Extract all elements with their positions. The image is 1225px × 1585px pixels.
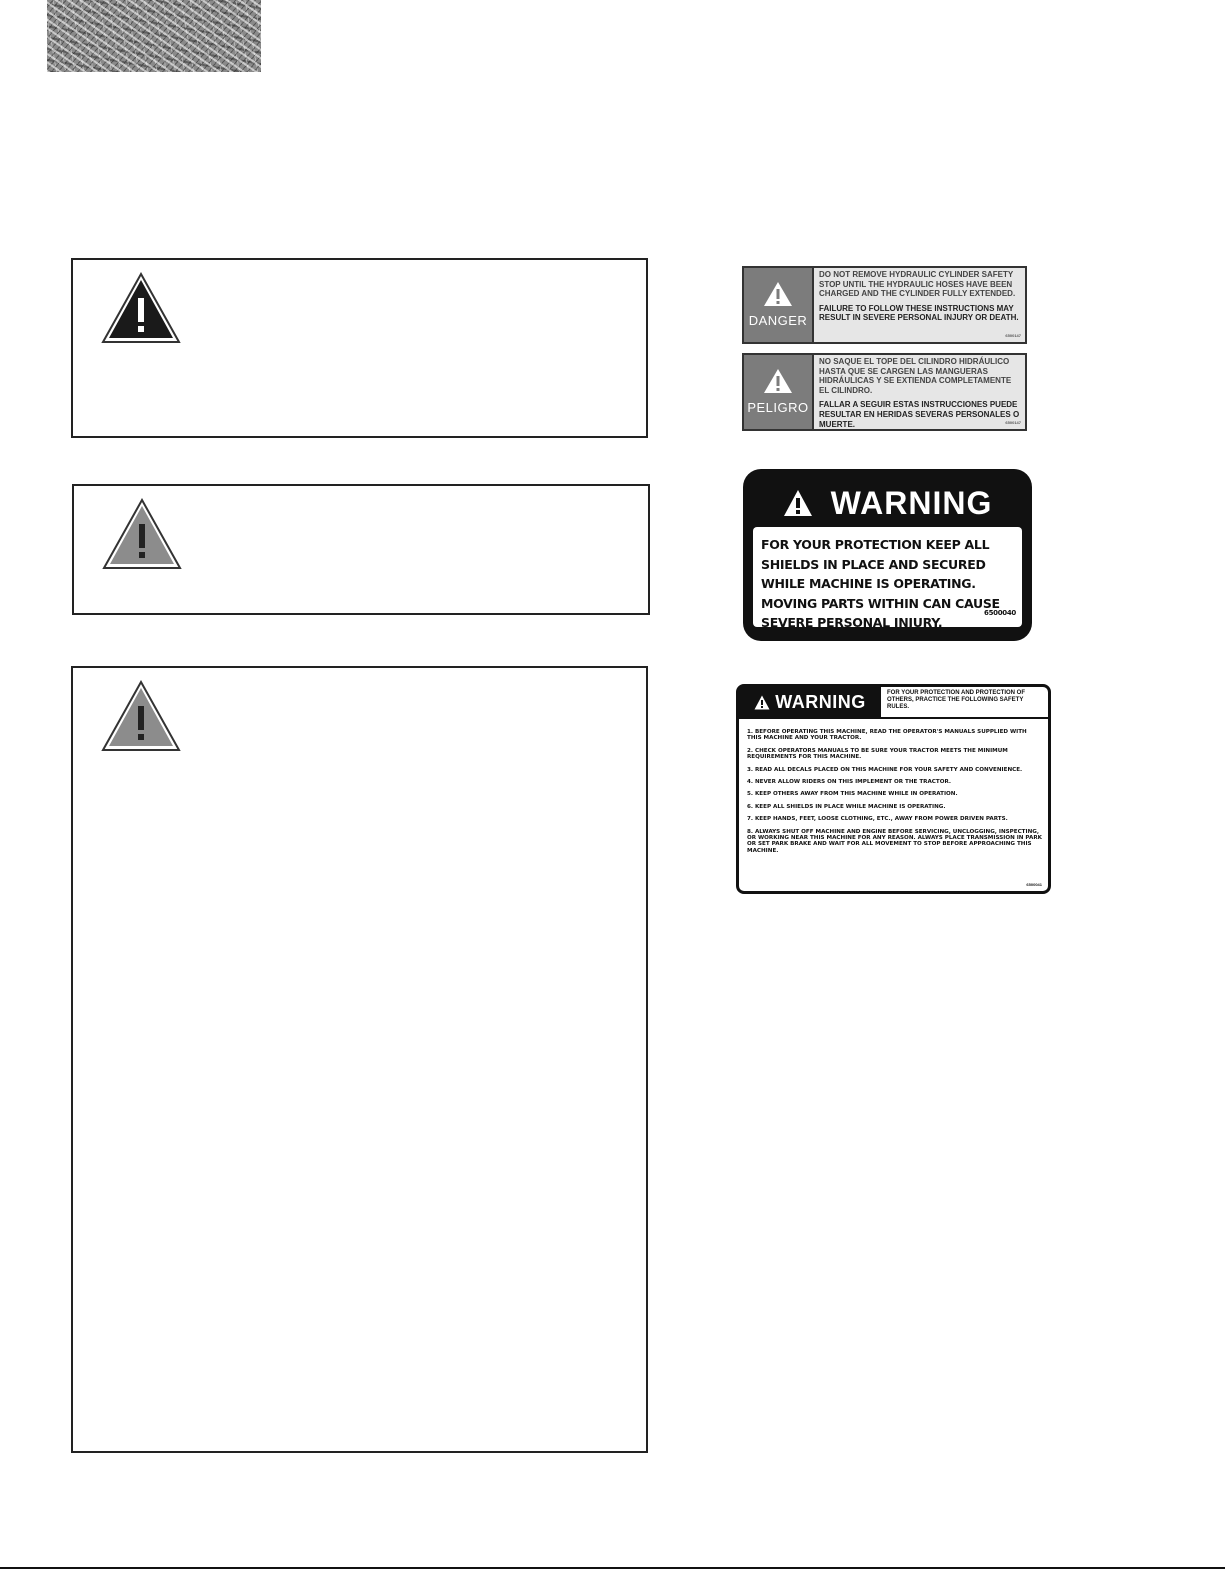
danger-decal-side bbox=[744, 268, 814, 342]
decal-part-number: 6500041 bbox=[1026, 882, 1042, 887]
peligro-decal-body bbox=[814, 355, 1025, 429]
warning-rules-title: WARNING bbox=[775, 691, 866, 712]
safety-rule: 3. READ ALL DECALS PLACED ON THIS MACHINE FOR YOUR SAFETY AND CONVENIENCE. bbox=[747, 766, 1023, 773]
warning-decal-safety-rules bbox=[736, 684, 1051, 894]
peligro-decal-side bbox=[744, 355, 814, 429]
caution-triangle-icon bbox=[102, 498, 182, 570]
safety-rule: 8. ALWAYS SHUT OFF MACHINE AND ENGINE BEFORE SERVICING, UNCLOGGING, INSPECTING, OR WORKING NEAR THIS MACHINE FOR ANY REASON. ALWAYS PLACE TRANSMISSION IN PARK OR SET PARK BRAKE AND WAIT FOR ALL MOVEMENT TO STOP BEFORE APPROACHING THIS MACHINE. bbox=[747, 828, 1042, 854]
danger-decal-body bbox=[814, 268, 1025, 342]
peligro-word: PELIGRO bbox=[747, 400, 809, 415]
warning-shields-text: FOR YOUR PROTECTION KEEP ALL SHIELDS IN PLACE AND SECURED WHILE MACHINE IS OPERATING. MOVING PARTS WITHIN CAN CAUSE SEVERE PERSONAL INJURY. bbox=[761, 537, 1000, 630]
warning-decal-shields bbox=[743, 469, 1032, 641]
safety-rule: 2. CHECK OPERATORS MANUALS TO BE SURE YOUR TRACTOR MEETS THE MINIMUM REQUIREMENTS FOR THIS MACHINE. bbox=[747, 747, 1008, 761]
alert-triangle-icon bbox=[763, 281, 793, 307]
safety-notice-box-1 bbox=[71, 258, 648, 438]
peligro-instruction: NO SAQUE EL TOPE DEL CILINDRO HIDRÁULICO HASTA QUE SE CARGEN LAS MANGUERAS HIDRÁULICAS Y SE EXTIENDA COMPLETAMENTE EL CILINDRO. bbox=[819, 357, 1012, 395]
safety-rule: 7. KEEP HANDS, FEET, LOOSE CLOTHING, ETC., AWAY FROM POWER DRIVEN PARTS. bbox=[747, 816, 1008, 823]
safety-rule: 4. NEVER ALLOW RIDERS ON THIS IMPLEMENT OR THE TRACTOR. bbox=[747, 779, 951, 786]
decal-part-number: 6500040 bbox=[984, 608, 1016, 617]
safety-notice-box-2 bbox=[72, 484, 650, 615]
safety-rule: 1. BEFORE OPERATING THIS MACHINE, READ THE OPERATOR'S MANUALS SUPPLIED WITH THIS MACHINE AND YOUR TRACTOR. bbox=[747, 729, 1027, 742]
danger-consequence: FAILURE TO FOLLOW THESE INSTRUCTIONS MAY RESULT IN SEVERE PERSONAL INJURY OR DEATH. bbox=[819, 303, 1019, 323]
danger-decal-english bbox=[742, 266, 1027, 344]
decal-part-number: 6500147 bbox=[1005, 420, 1021, 426]
header-hay-image bbox=[47, 0, 261, 72]
danger-instruction: DO NOT REMOVE HYDRAULIC CYLINDER SAFETY STOP UNTIL THE HYDRAULIC HOSES HAVE BEEN CHARGED AND THE CYLINDER FULLY EXTENDED. bbox=[819, 270, 1016, 299]
safety-rule: 6. KEEP ALL SHIELDS IN PLACE WHILE MACHINE IS OPERATING. bbox=[747, 803, 946, 810]
safety-notice-box-3 bbox=[71, 666, 648, 1453]
danger-word: DANGER bbox=[748, 313, 808, 328]
warning-rules-header bbox=[739, 687, 1048, 719]
safety-rule: 5. KEEP OTHERS AWAY FROM THIS MACHINE WHILE IN OPERATION. bbox=[747, 791, 958, 798]
warning-rules-label bbox=[739, 687, 881, 717]
caution-triangle-icon bbox=[101, 680, 181, 752]
safety-rules-list bbox=[739, 719, 1048, 854]
warning-triangle-icon bbox=[754, 695, 770, 710]
warning-title: WARNING bbox=[830, 484, 993, 521]
warning-triangle-icon bbox=[783, 489, 813, 517]
warning-rules-note: FOR YOUR PROTECTION AND PROTECTION OF OTHERS, PRACTICE THE FOLLOWING SAFETY RULES. bbox=[887, 690, 1026, 710]
decal-part-number: 6500147 bbox=[1005, 333, 1021, 339]
alert-triangle-icon bbox=[763, 368, 793, 394]
footer-divider bbox=[0, 1567, 1225, 1569]
warning-triangle-icon bbox=[101, 272, 181, 344]
danger-decal-spanish bbox=[742, 353, 1027, 431]
warning-decal-message bbox=[753, 527, 1022, 630]
warning-decal-header bbox=[753, 479, 1022, 527]
peligro-consequence: FALLAR A SEGUIR ESTAS INSTRUCCIONES PUEDE RESULTAR EN HERIDAS SEVERAS PERSONALES O MUERTE. bbox=[819, 400, 1020, 429]
